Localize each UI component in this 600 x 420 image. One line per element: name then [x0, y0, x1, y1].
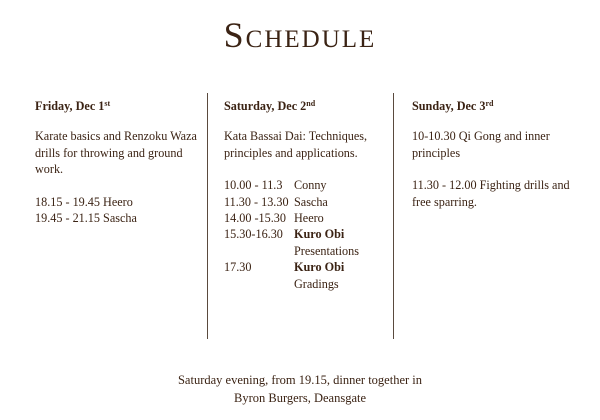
sunday-day-suffix: rd [485, 99, 494, 108]
sunday-day: Sunday, Dec 3 [412, 99, 486, 113]
saturday-day: Saturday, Dec 2 [224, 99, 307, 113]
saturday-description: Kata Bassai Dai: Techniques, principles and applications. [224, 129, 368, 160]
schedule-event-note: Gradings [294, 276, 339, 291]
schedule-time: 10.00 - 11.3 [224, 178, 283, 193]
schedule-row [224, 177, 384, 193]
friday-day: Friday, Dec 1 [35, 99, 105, 113]
schedule-event [294, 259, 384, 292]
friday-heading [35, 98, 203, 114]
sunday-column [412, 98, 582, 226]
schedule-time: 17.30 [224, 260, 252, 275]
schedule-instructor: Heero [294, 211, 324, 226]
schedule-row [224, 259, 384, 292]
schedule-time: 14.00 -15.30 [224, 211, 286, 226]
schedule-time: 11.30 - 13.30 [224, 194, 289, 209]
saturday-day-suffix: nd [306, 99, 316, 108]
column-divider [393, 93, 394, 339]
schedule-row [224, 194, 384, 210]
schedule-row [224, 210, 384, 226]
schedule-event-title: Kuro Obi [294, 227, 345, 242]
friday-description: Karate basics and Renzoku Waza drills for throwing and ground work. [35, 129, 197, 177]
page-title: Schedule [223, 15, 377, 55]
sunday-heading [412, 98, 582, 114]
friday-column [35, 98, 203, 226]
schedule-time: 15.30-16.30 [224, 227, 283, 242]
schedule-instructor: Sascha [294, 194, 328, 209]
saturday-column [224, 98, 384, 292]
schedule-event-note: Presentations [294, 243, 359, 258]
footer-line: Saturday evening, from 19.15, dinner together in [177, 373, 423, 387]
sunday-entry: 11.30 - 12.00 Fighting drills and free sparring. [412, 178, 570, 209]
friday-entry: 18.15 - 19.45 Heero [35, 194, 133, 209]
schedule-row [224, 226, 384, 259]
friday-entry: 19.45 - 21.15 Sascha [35, 211, 137, 226]
schedule-event [294, 226, 384, 259]
column-divider [207, 93, 208, 339]
sunday-entry: 10-10.30 Qi Gong and inner principles [412, 129, 550, 160]
friday-day-suffix: st [104, 99, 111, 108]
footer-line: Byron Burgers, Deansgate [233, 391, 367, 405]
schedule-instructor: Conny [294, 178, 327, 193]
schedule-event-title: Kuro Obi [294, 260, 345, 275]
footer-note [0, 371, 600, 407]
saturday-heading [224, 98, 384, 114]
